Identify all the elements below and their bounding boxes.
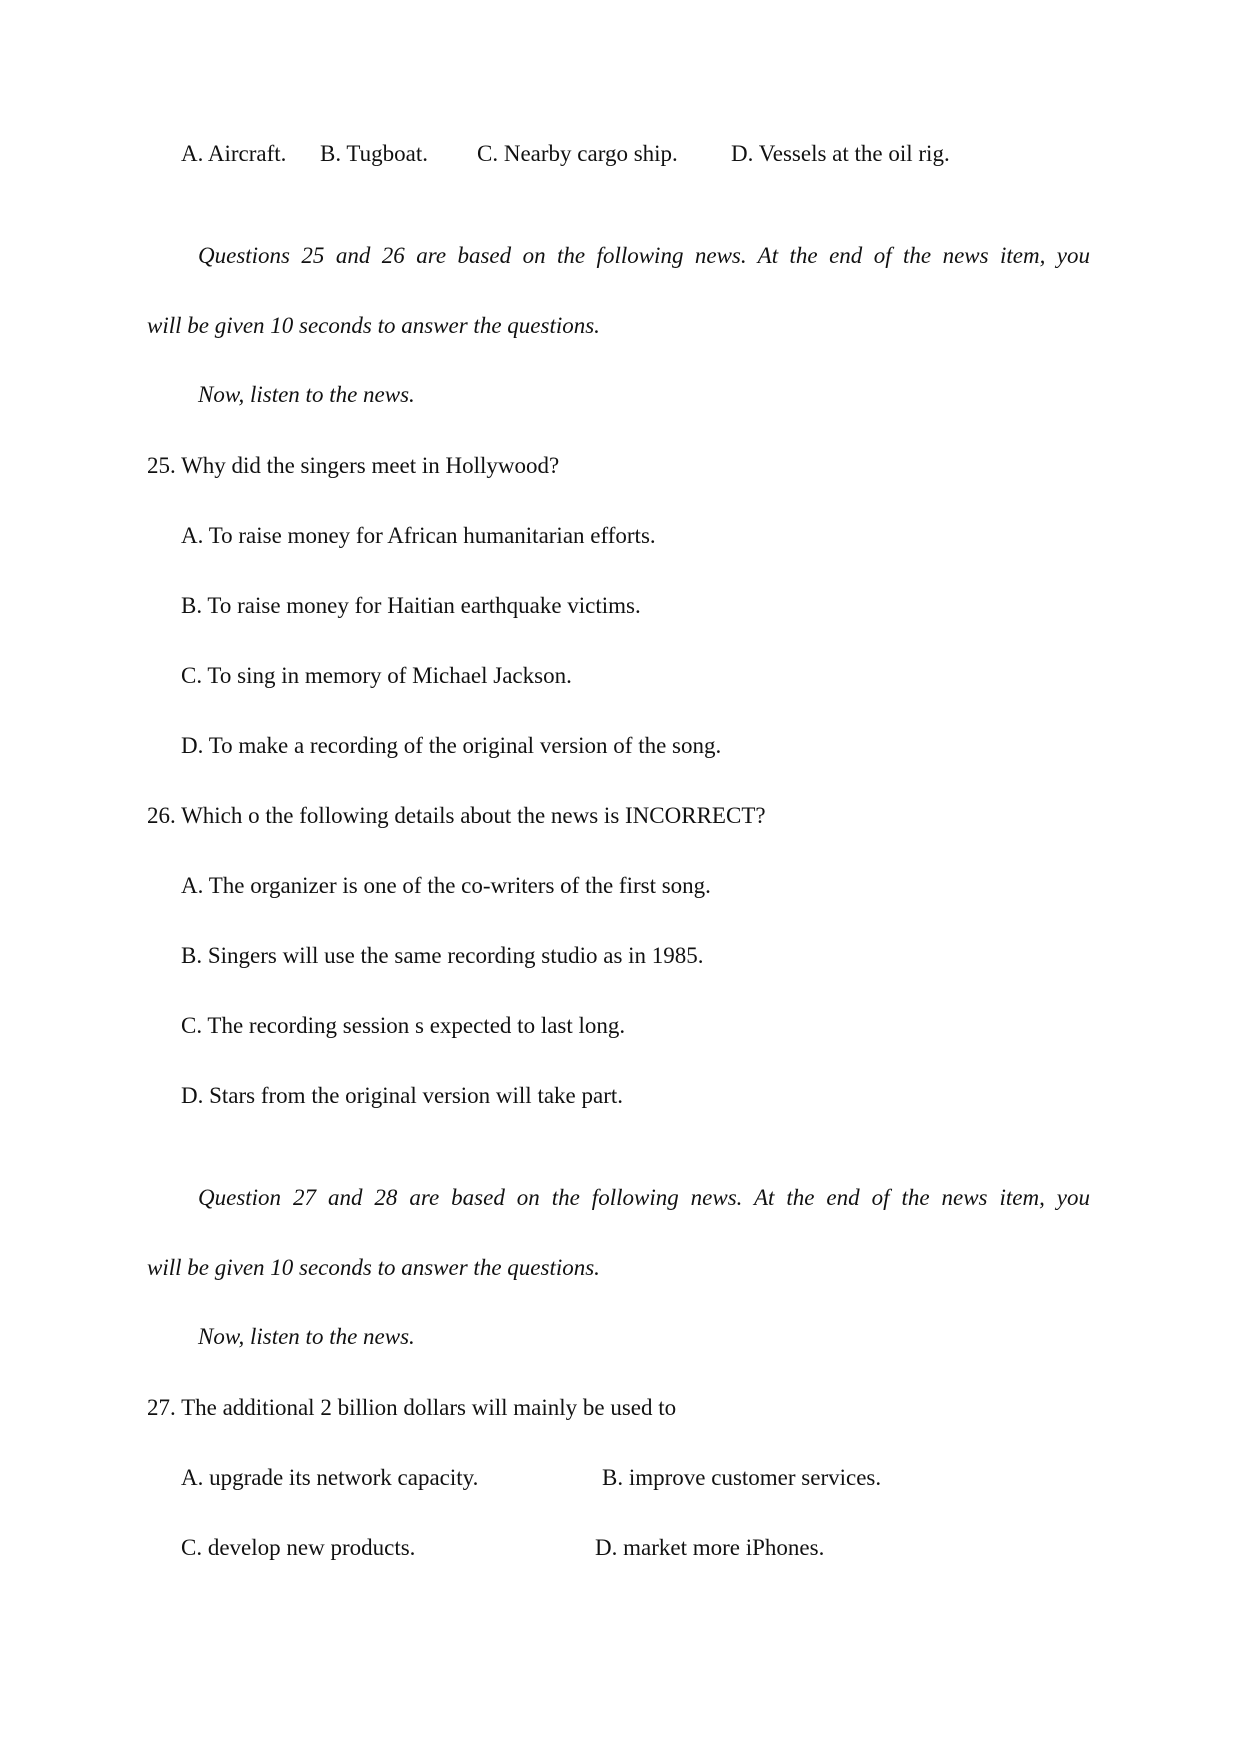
q24-option-b: B. Tugboat. bbox=[320, 141, 429, 166]
q27-option-c: C. develop new products. bbox=[181, 1535, 416, 1560]
section-27-28-listen-prompt: Now, listen to the news. bbox=[198, 1324, 415, 1349]
q24-option-a: A. Aircraft. bbox=[181, 141, 287, 166]
q27-stem: 27. The additional 2 billion dollars will mainly be used to bbox=[147, 1395, 677, 1420]
q27-option-b: B. improve customer services. bbox=[602, 1465, 882, 1490]
section-25-26-instruction-line1: Questions 25 and 26 are based on the following news. At the end of the news item, you bbox=[198, 243, 1090, 268]
q26-option-a: A. The organizer is one of the co-writers of the first song. bbox=[181, 873, 711, 898]
q24-option-c: C. Nearby cargo ship. bbox=[477, 141, 678, 166]
q26-stem: 26. Which o the following details about the news is INCORRECT? bbox=[147, 803, 766, 828]
q26-option-b: B. Singers will use the same recording studio as in 1985. bbox=[181, 943, 704, 968]
q24-option-d: D. Vessels at the oil rig. bbox=[731, 141, 950, 166]
q26-option-d: D. Stars from the original version will take part. bbox=[181, 1083, 624, 1108]
q25-option-d: D. To make a recording of the original version of the song. bbox=[181, 733, 722, 758]
q25-option-a: A. To raise money for African humanitarian efforts. bbox=[181, 523, 656, 548]
q27-option-a: A. upgrade its network capacity. bbox=[181, 1465, 479, 1490]
section-27-28-instruction-line2: will be given 10 seconds to answer the questions. bbox=[147, 1255, 600, 1280]
section-25-26-instruction-line2: will be given 10 seconds to answer the questions. bbox=[147, 313, 600, 338]
q25-stem: 25. Why did the singers meet in Hollywood? bbox=[147, 453, 560, 478]
q25-option-c: C. To sing in memory of Michael Jackson. bbox=[181, 663, 572, 688]
q27-option-d: D. market more iPhones. bbox=[595, 1535, 825, 1560]
q26-option-c: C. The recording session s expected to last long. bbox=[181, 1013, 626, 1038]
q25-option-b: B. To raise money for Haitian earthquake victims. bbox=[181, 593, 641, 618]
section-27-28-instruction-line1: Question 27 and 28 are based on the following news. At the end of the news item, you bbox=[198, 1185, 1090, 1210]
section-25-26-listen-prompt: Now, listen to the news. bbox=[198, 382, 415, 407]
